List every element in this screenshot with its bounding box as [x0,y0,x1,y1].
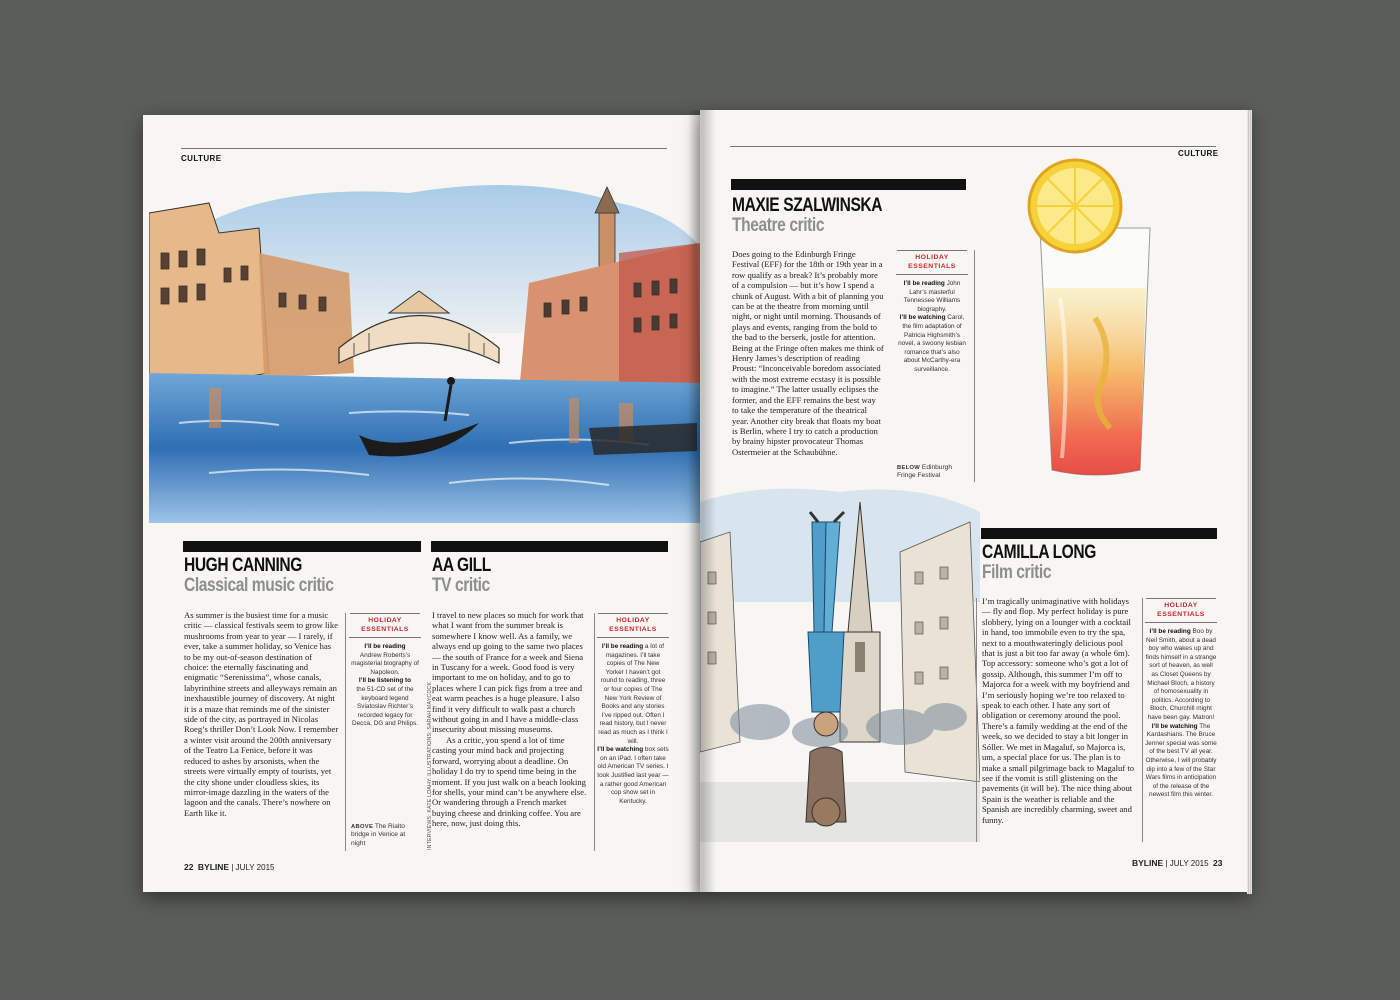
folio-right [1132,858,1222,868]
maxie-caption-text: Edinburgh Fringe Festival [897,464,952,480]
spine-shadow [688,110,716,892]
venice-illustration [149,173,701,523]
hugh-name-bar [183,541,421,552]
maxie-reading-label: I’ll be reading [903,280,945,287]
hugh-sidebar-rule [345,613,346,851]
edinburgh-illustration [700,482,980,842]
maxie-body-text: Does going to the Edinburgh Fringe Festival (EFF) for the 18th or 19th year in a row qualify as a break? It’s probably more of a compulsion — but it’s how I spend a chunk of August. With a bit of planning you can be at the theatre from morning until night, or night until morning. Thousands of plays and events, ranging from the bold to the bad to the berserk, jostle for attention. Being at the Fringe often makes me think of Henry James’s description of reading Proust: “Inconceivable boredom associated with the most extreme ecstasy it is possible to imagine.” The latter usually eclipses the former, and the EFF remains the best way to take the temperature of the theatrical year. Another city break that floats my boat is Berlin, where I try to catch a production by brainy hipster provocateur Thomas Ostermeier at the Schaubühne. [732,249,884,457]
hugh-essentials-rule [349,637,421,638]
maxie-body [732,249,884,457]
folio-left [184,862,274,872]
maxie-sidebar-rule [974,250,975,482]
gill-essentials [597,616,669,806]
camilla-essentials-rule [1145,622,1217,623]
gill-reading-label: I’ll be reading [601,643,644,650]
gill-watching-text: box sets on an iPad. I often take old American TV series. I took Justified last year — a rather good American cop show set in Kentucky. [597,746,669,805]
cocktail-illustration [1000,158,1170,488]
folio-right-number: 23 [1213,858,1223,868]
section-label-right: CULTURE [1178,149,1219,158]
hugh-caption-label: ABOVE [351,824,374,830]
gill-sidebar-rule [594,613,595,851]
hugh-caption [351,823,421,848]
gill-sidebar-toprule [598,613,668,614]
top-rule-right [730,146,1216,147]
maxie-watching-label: I’ll be watching [899,314,946,322]
maxie-role: Theatre critic [732,215,825,236]
top-rule-left [181,148,667,149]
hugh-sidebar-toprule [350,613,420,614]
illustration-credit: INTERVIEWS: KATE LOAHY. ILLUSTRATIONS: SARAH MAYCOCK [427,681,433,850]
gill-name: AA GILL [432,555,491,576]
gill-watching-label: I’ll be watching [597,746,644,754]
camilla-body [982,596,1136,825]
hugh-name: HUGH CANNING [184,555,302,576]
page-edges [1247,110,1252,894]
camilla-name-bar [981,528,1217,539]
hugh-listening-text: the 51-CD set of the keyboard legend Sviatoslav Richter’s recorded legacy for Decca, DG and Philips. [351,685,419,728]
camilla-name: CAMILLA LONG [982,542,1096,563]
hugh-body [184,610,339,818]
maxie-reading-text: John Lahr’s masterful Tennessee Williams biography. [903,280,961,313]
gill-reading-text: a lot of magazines. I’ll take copies of The New Yorker I haven’t got round to reading, three or four copies of The New York Review of Books and any stories I’ve ripped out. Often I read history, but I never read as much as I think I will. [598,643,668,745]
maxie-watching-text: Carol, the film adaptation of Patricia Highsmith’s novel, a swoony lesbian romance that’s also about McCarthy-era surveillance. [898,314,966,373]
camilla-left-rule [976,598,977,842]
camilla-essentials [1145,601,1217,800]
right-page [700,110,1250,892]
maxie-name-bar [731,179,966,190]
folio-right-date: | JULY 2015 [1165,859,1209,868]
maxie-sidebar-toprule [897,250,967,251]
gill-body-2: As a critic, you spend a lot of time casting your mind back and projecting forward, worrying about a deadline. On holiday I do try to spend time being in the moment. If you just walk on a beach looking for shells, your mind can’t be anywhere else. Or wandering through a French market buying cheese and drinking coffee. You are here, now, just doing this. [432,734,587,829]
hugh-essentials [349,616,421,729]
gill-role: TV critic [432,575,490,596]
camilla-reading-label: I’ll be reading [1149,628,1191,635]
gill-name-bar [431,541,668,552]
gill-essentials-rule [597,637,669,638]
folio-left-date: | JULY 2015 [231,863,275,872]
camilla-role: Film critic [982,562,1052,583]
hugh-caption-text: The Rialto bridge in Venice at night [351,823,406,847]
camilla-sidebar-rule [1142,598,1143,842]
maxie-caption [897,464,969,481]
camilla-reading-text: Boo by Neil Smith, about a dead boy who wakes up and finds himself in a strange sort of heaven, as well as Closet Queens by Michael Bloch, a history of homosexuality in politics. According to Bloch, Churchill might have been gay. Matron! [1145,628,1217,721]
gill-body-1: I travel to new places so much for work that what I want from the summer break is somewhere I know well. As a family, we always end up going to the same two places — the south of France for a week and Siena in Tuscany for a week. Good food is very important to me on holiday, and to go to places where I can pick figs from a tree and eat warm peaches is a huge pleasure. I also find it very difficult to walk past a church without going in and I have a middle-class insecurity about missing museums. [432,610,584,735]
hugh-reading-label: I’ll be reading [364,643,406,650]
gill-body [432,610,588,829]
maxie-caption-label: BELOW [897,465,921,471]
camilla-essentials-heading: HOLIDAY ESSENTIALS [1157,602,1205,618]
folio-left-number: 22 [184,862,194,872]
maxie-essentials [896,253,968,375]
hugh-body-text: As summer is the busiest time for a music critic — classical festivals seem to grow like mushrooms from year to year — I rarely, if ever, take a summer holiday, so Venice has to be my out-of-season destination of choice: the eternally fascinating and enigmatic “Serenissima”, whose canals, labyrinthine streets and alleyways remain an inexhaustible journey of discovery. At night it is a maze that reminds me of the sinister side of the city, as portrayed in Nicolas Roeg’s thriller Don’t Look Now. I remember a winter visit around the 200th anniversary of the Teatro La Fenice, before it was reduced to ashes by arsonists, when the streets were virtually empty of tourists, yet the city shone under cloudless skies, its mirror-image dazzling in the waters of the lagoon and the canals. There’s nowhere on Earth like it. [184,610,339,818]
camilla-sidebar-toprule [1146,598,1216,599]
hugh-essentials-heading: HOLIDAY ESSENTIALS [361,617,409,633]
folio-right-brand: BYLINE [1132,858,1164,868]
hugh-reading-text: Andrew Roberts’s magisterial biography of Napoleon. [351,651,419,676]
camilla-watching-label: I’ll be watching [1151,722,1198,730]
camilla-body-text: I’m tragically unimaginative with holidays — fly and flop. My perfect holiday is pure slobbery, lying on a lounger with a cocktail in hand, too immobile even to try the spa, next to a mouthwateringly delicious pool that is just a bit too far away (a whole 6m). Top accessory: someone who’s got a lot of gossip. Although, this summer I’m off to Majorca for a week with my boyfriend and I’m seriously hoping we’re too relaxed to speak to each other. I hate any sort of obligation or ceremony around the pool. There’s a family wedding at the end of the week, so we decided to stay a bit longer in Sóller. We met in Magaluf, so Majorca is, um, a special place for us. The plan is to make a small pilgrimage back to Magaluf to see if the vomit is still glistening on the pavements (it will be). The nice thing about Spain is the weather is reliable and the Spanish are incredibly charming, sweet and funny. [982,596,1135,825]
folio-left-brand: BYLINE [197,862,230,872]
maxie-name: MAXIE SZALWINSKA [732,195,883,216]
left-page [143,115,703,892]
maxie-essentials-heading: HOLIDAY ESSENTIALS [908,254,956,270]
gill-essentials-heading: HOLIDAY ESSENTIALS [609,617,657,633]
camilla-watching-text: The Kardashians. The Bruce Jenner special was some of the best TV all year. Otherwise, I will probably dip into a few of the Star Wars films in anticipation of the release of the newest film this winter. [1145,722,1217,799]
section-label-left: CULTURE [181,154,222,163]
hugh-role: Classical music critic [184,575,334,596]
maxie-essentials-rule [896,274,968,275]
hugh-listening-label: I’ll be listening to [358,677,412,685]
